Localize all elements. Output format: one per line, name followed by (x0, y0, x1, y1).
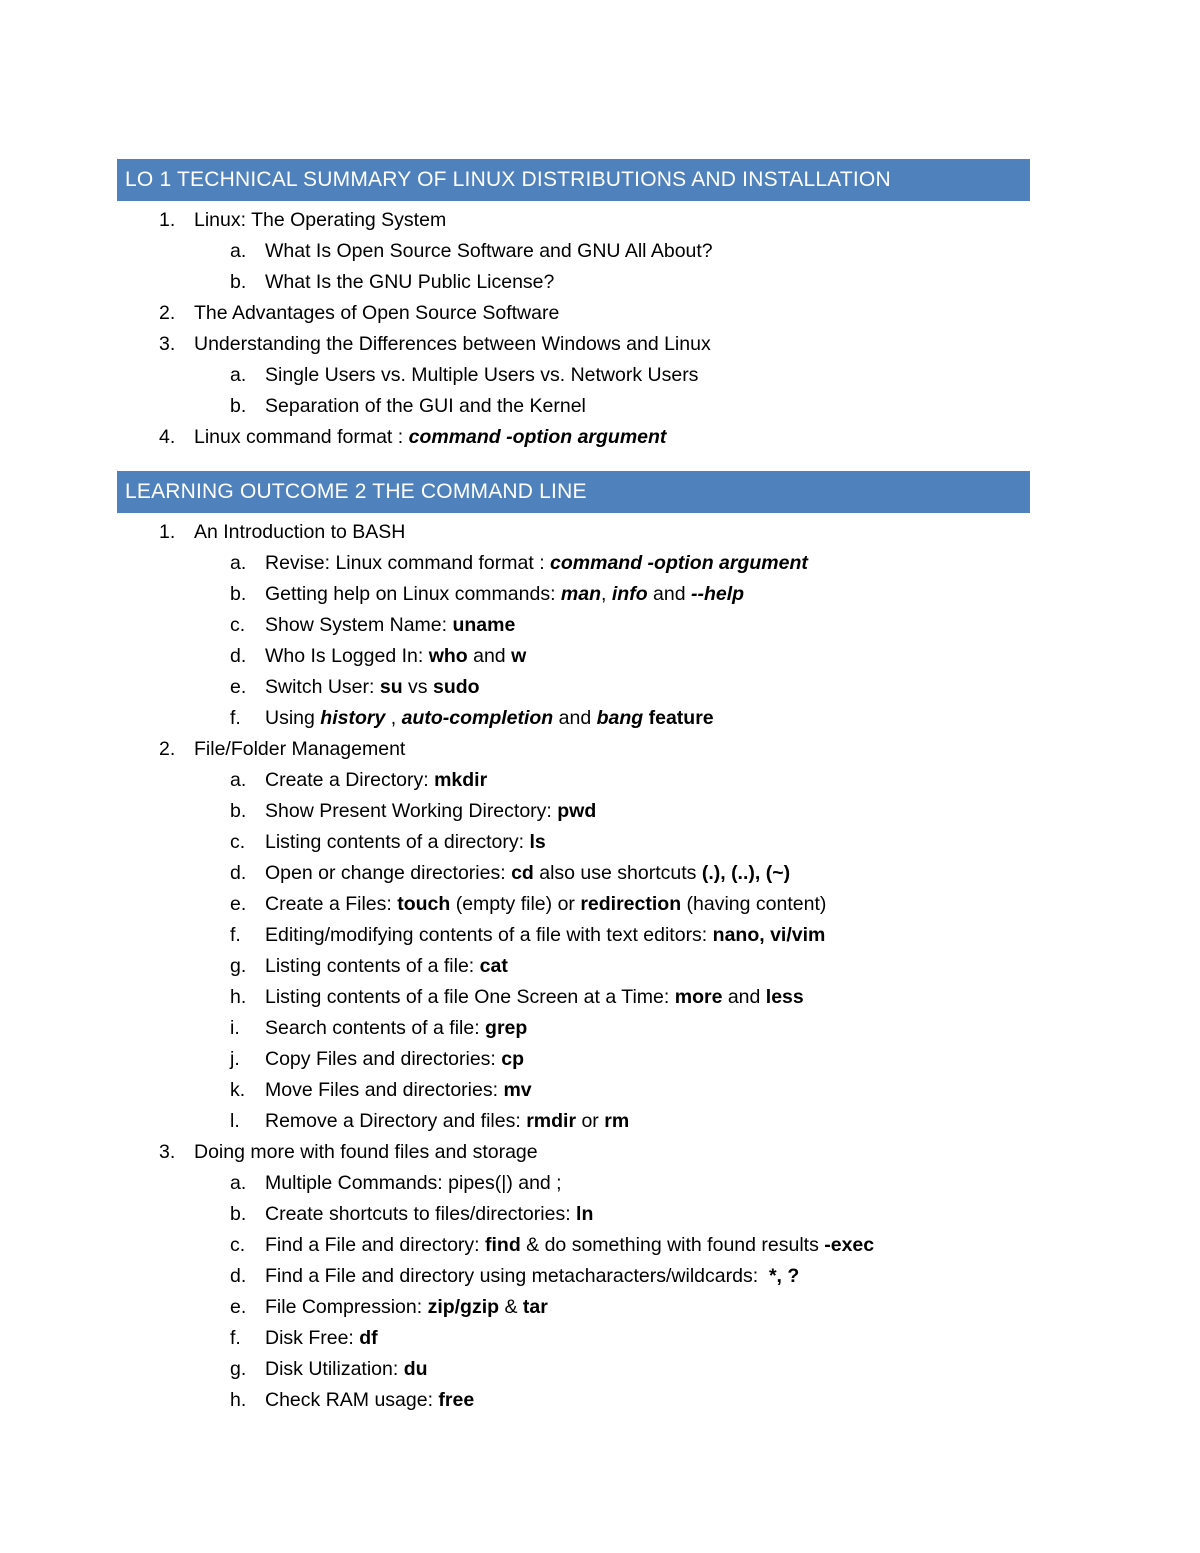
item-text-part: Create a Files: (265, 893, 398, 915)
command-text: command -option argument (550, 552, 808, 574)
command-text: bang (596, 707, 644, 729)
item-text-part: Open or change directories: (265, 862, 512, 884)
list-item (117, 422, 1030, 453)
list-item (117, 889, 1030, 920)
list-marker: e. (230, 1296, 247, 1318)
list-marker: d. (230, 862, 247, 884)
command-text: rm (604, 1110, 630, 1132)
item-text-part: and (467, 645, 512, 667)
list-item-text (265, 982, 804, 1013)
item-text-part: The Advantages of Open Source Software (194, 302, 560, 324)
item-text-part: Find a File and directory using metacharacters/wildcards: (265, 1265, 769, 1287)
command-text: nano, vi/vim (712, 924, 826, 946)
command-text: mkdir (434, 769, 488, 791)
command-text: find (485, 1234, 521, 1256)
list-item-text (265, 579, 744, 610)
list-item-text (265, 765, 487, 796)
list-item (117, 1075, 1030, 1106)
command-text: less (765, 986, 804, 1008)
list-item-text (265, 889, 826, 920)
item-text-part: Search contents of a file: (265, 1017, 486, 1039)
command-text: touch (397, 893, 451, 915)
list-item (117, 982, 1030, 1013)
list-marker: l. (230, 1110, 240, 1132)
section-heading: LO 1 TECHNICAL SUMMARY OF LINUX DISTRIBUTIONS AND INSTALLATION (117, 159, 1030, 201)
list-item (117, 517, 1030, 548)
item-text-part: or (576, 1110, 605, 1132)
list-item (117, 858, 1030, 889)
list-item (117, 1106, 1030, 1137)
list-marker: 2. (159, 738, 176, 760)
list-item-text (265, 548, 808, 579)
list-item (117, 765, 1030, 796)
list-item (117, 641, 1030, 672)
list-item (117, 1013, 1030, 1044)
item-text-part: Listing contents of a file One Screen at a Time: (265, 986, 675, 1008)
item-text-part: Using (265, 707, 321, 729)
list-item-text (265, 1044, 524, 1075)
list-item (117, 267, 1030, 298)
list-item-text (265, 858, 790, 889)
list-marker: j. (230, 1048, 240, 1070)
item-text-part: (having content) (681, 893, 827, 915)
list-item-text (265, 827, 546, 858)
item-text-part: Move Files and directories: (265, 1079, 504, 1101)
list-item (117, 360, 1030, 391)
item-text-part: Doing more with found files and storage (194, 1141, 538, 1163)
list-item-text (194, 298, 559, 329)
list-item (117, 391, 1030, 422)
list-item-text (265, 641, 526, 672)
item-text-part: Single Users vs. Multiple Users vs. Network Users (265, 364, 699, 386)
list-item (117, 1137, 1030, 1168)
item-text-part: (empty file) or (450, 893, 581, 915)
list-item-text (265, 360, 698, 391)
list-item-text (194, 205, 446, 236)
list-marker: f. (230, 707, 241, 729)
command-text: ls (529, 831, 546, 853)
list-marker: d. (230, 1265, 247, 1287)
list-marker: c. (230, 1234, 246, 1256)
list-marker: a. (230, 1172, 247, 1194)
command-text: cp (501, 1048, 525, 1070)
list-item-text (265, 1354, 428, 1385)
item-text-part: Who Is Logged In: (265, 645, 429, 667)
list-item (117, 1354, 1030, 1385)
list-item-text (265, 703, 714, 734)
outline-list (117, 517, 1030, 1416)
list-item (117, 1292, 1030, 1323)
list-item (117, 1230, 1030, 1261)
list-item-text (265, 1168, 562, 1199)
item-text-part: and (722, 986, 766, 1008)
list-item-text (265, 1013, 527, 1044)
item-text-part: and (553, 707, 597, 729)
item-text-part: What Is Open Source Software and GNU All About? (265, 240, 713, 262)
item-text-part: Listing contents of a file: (265, 955, 480, 977)
list-marker: h. (230, 1389, 247, 1411)
list-item (117, 579, 1030, 610)
list-marker: 3. (159, 1141, 176, 1163)
list-item-text (265, 951, 508, 982)
list-item (117, 703, 1030, 734)
command-text: grep (485, 1017, 528, 1039)
item-text-part: Check RAM usage: (265, 1389, 439, 1411)
list-item (117, 920, 1030, 951)
list-item-text (265, 672, 480, 703)
command-text: zip/gzip (427, 1296, 500, 1318)
command-text: pwd (557, 800, 597, 822)
item-text-part: Find a File and directory: (265, 1234, 486, 1256)
list-item (117, 610, 1030, 641)
command-text: rmdir (526, 1110, 577, 1132)
item-text-part: vs (402, 676, 433, 698)
command-text: mv (503, 1079, 532, 1101)
list-item-text (265, 1230, 874, 1261)
item-text-part: Multiple Commands: pipes(|) and ; (265, 1172, 562, 1194)
list-item (117, 672, 1030, 703)
list-item-text (265, 267, 554, 298)
command-text: redirection (580, 893, 682, 915)
list-item-text (265, 920, 825, 951)
item-text-part: Understanding the Differences between Windows and Linux (194, 333, 711, 355)
item-text-part: Listing contents of a directory: (265, 831, 530, 853)
list-item-text (194, 734, 405, 765)
list-item-text (194, 517, 405, 548)
item-text-part: Getting help on Linux commands: (265, 583, 561, 605)
list-marker: c. (230, 614, 246, 636)
command-text: du (403, 1358, 428, 1380)
list-marker: a. (230, 364, 247, 386)
command-text: man (560, 583, 602, 605)
item-text-part: and (647, 583, 691, 605)
list-item-text (194, 329, 711, 360)
list-item-text (265, 610, 515, 641)
list-marker: a. (230, 552, 247, 574)
list-item (117, 298, 1030, 329)
command-text: (.), (..), (~) (701, 862, 791, 884)
list-item-text (265, 1199, 593, 1230)
list-marker: b. (230, 800, 247, 822)
command-text: auto-completion (401, 707, 554, 729)
item-text-part: Linux command format : (194, 426, 409, 448)
command-text: -exec (824, 1234, 875, 1256)
command-text: ln (576, 1203, 594, 1225)
list-marker: i. (230, 1017, 240, 1039)
list-item-text (194, 422, 666, 453)
list-marker: g. (230, 1358, 247, 1380)
list-marker: h. (230, 986, 247, 1008)
list-marker: c. (230, 831, 246, 853)
command-text: uname (452, 614, 516, 636)
list-item (117, 1385, 1030, 1416)
list-item (117, 1168, 1030, 1199)
list-marker: g. (230, 955, 247, 977)
list-marker: 4. (159, 426, 176, 448)
list-marker: f. (230, 1327, 241, 1349)
item-text-part: What Is the GNU Public License? (265, 271, 555, 293)
list-marker: a. (230, 240, 247, 262)
item-text-part: Remove a Directory and files: (265, 1110, 527, 1132)
item-text-part: Create shortcuts to files/directories: (265, 1203, 577, 1225)
list-item-text (265, 1292, 548, 1323)
list-item-text (265, 796, 596, 827)
command-text: info (611, 583, 648, 605)
list-item-text (265, 1385, 474, 1416)
list-item (117, 1261, 1030, 1292)
list-item-text (194, 1137, 538, 1168)
section-lo2 (117, 471, 1030, 1416)
item-text-part: Editing/modifying contents of a file with text editors: (265, 924, 713, 946)
item-text-part: & do something with found results (520, 1234, 825, 1256)
list-item-text (265, 1106, 629, 1137)
section-lo1 (117, 159, 1030, 453)
command-text: *, ? (768, 1265, 800, 1287)
list-marker: b. (230, 1203, 247, 1225)
list-item (117, 951, 1030, 982)
list-marker: b. (230, 395, 247, 417)
command-text: command -option argument (408, 426, 667, 448)
list-item (117, 1323, 1030, 1354)
list-item-text (265, 391, 586, 422)
list-item (117, 796, 1030, 827)
list-marker: f. (230, 924, 241, 946)
list-item (117, 548, 1030, 579)
list-marker: b. (230, 583, 247, 605)
list-marker: e. (230, 893, 247, 915)
command-text: w (511, 645, 527, 667)
command-text: cd (511, 862, 534, 884)
item-text-part: & (499, 1296, 523, 1318)
list-marker: 2. (159, 302, 176, 324)
item-text-part: Create a Directory: (265, 769, 435, 791)
list-item (117, 1199, 1030, 1230)
list-item (117, 205, 1030, 236)
item-text-part: , (601, 583, 612, 605)
list-marker: d. (230, 645, 247, 667)
outline-list (117, 205, 1030, 453)
list-marker: k. (230, 1079, 246, 1101)
command-text: feature (643, 707, 714, 729)
item-text-part: Show Present Working Directory: (265, 800, 558, 822)
item-text-part: File Compression: (265, 1296, 428, 1318)
section-heading: LEARNING OUTCOME 2 THE COMMAND LINE (117, 471, 1030, 513)
command-text: cat (479, 955, 508, 977)
item-text-part: File/Folder Management (194, 738, 406, 760)
command-text: su (379, 676, 403, 698)
list-marker: b. (230, 271, 247, 293)
item-text-part: Revise: Linux command format : (265, 552, 551, 574)
command-text: tar (522, 1296, 548, 1318)
list-item (117, 329, 1030, 360)
list-item-text (265, 1323, 378, 1354)
list-item (117, 236, 1030, 267)
item-text-part: Linux: The Operating System (194, 209, 447, 231)
command-text: sudo (432, 676, 480, 698)
item-text-part: Switch User: (265, 676, 380, 698)
list-marker: 3. (159, 333, 176, 355)
list-marker: 1. (159, 521, 176, 543)
command-text: --help (690, 583, 745, 605)
command-text: free (438, 1389, 475, 1411)
list-item (117, 827, 1030, 858)
item-text-part: Disk Utilization: (265, 1358, 404, 1380)
list-item (117, 1044, 1030, 1075)
command-text: df (359, 1327, 378, 1349)
list-item-text (265, 1075, 532, 1106)
item-text-part: Separation of the GUI and the Kernel (265, 395, 586, 417)
item-text-part: Copy Files and directories: (265, 1048, 502, 1070)
command-text: history (320, 707, 386, 729)
list-marker: e. (230, 676, 247, 698)
list-item-text (265, 236, 713, 267)
item-text-part: Show System Name: (265, 614, 453, 636)
item-text-part: Disk Free: (265, 1327, 360, 1349)
item-text-part: , (385, 707, 402, 729)
command-text: who (428, 645, 468, 667)
item-text-part: also use shortcuts (533, 862, 702, 884)
list-marker: 1. (159, 209, 176, 231)
list-item (117, 734, 1030, 765)
list-marker: a. (230, 769, 247, 791)
item-text-part: An Introduction to BASH (194, 521, 406, 543)
command-text: more (674, 986, 723, 1008)
list-item-text (265, 1261, 799, 1292)
